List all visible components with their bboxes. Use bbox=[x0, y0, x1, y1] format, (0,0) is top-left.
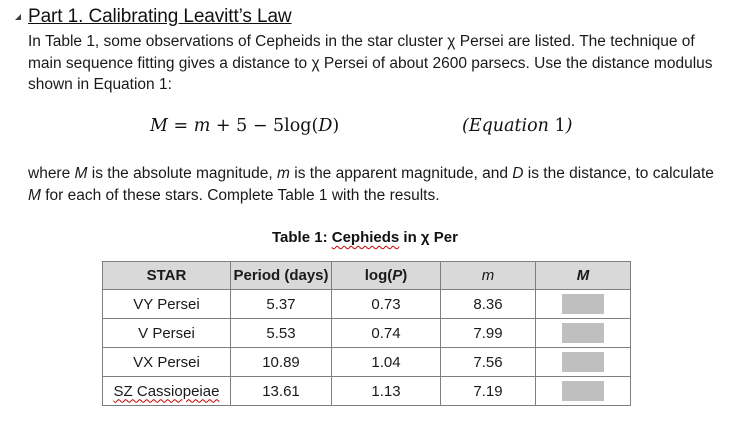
cell-apparent-mag: 7.56 bbox=[441, 348, 536, 377]
cell-star-misspelled[interactable]: SZ Cassiopeiae bbox=[113, 382, 220, 400]
section-heading: Part 1. Calibrating Leavitt’s Law bbox=[28, 6, 292, 27]
table-row bbox=[103, 348, 631, 377]
expl-text-1: where bbox=[28, 165, 75, 182]
cell-absolute-mag[interactable] bbox=[536, 377, 631, 406]
cell-absolute-mag[interactable] bbox=[536, 290, 631, 319]
cell-absolute-mag[interactable] bbox=[536, 319, 631, 348]
intro-paragraph: In Table 1, some observations of Cepheids in the star cluster χ Persei are listed. The technique of main sequence fitting gives a distance to χ Persei of about 2600 parsecs. Use the distance modulus shown in Equation 1: bbox=[28, 33, 713, 93]
answer-blank[interactable] bbox=[562, 323, 604, 343]
eq-equals: = bbox=[167, 116, 194, 136]
cell-absolute-mag[interactable] bbox=[536, 348, 631, 377]
cell-star: VX Persei bbox=[103, 348, 231, 377]
expl-M2: M bbox=[28, 186, 41, 204]
header-logp-prefix: log( bbox=[364, 267, 393, 284]
expl-text-5: for each of these stars. Complete Table 1 with the results. bbox=[40, 186, 440, 204]
cell-logp: 1.04 bbox=[332, 348, 441, 377]
expl-m: m bbox=[277, 165, 290, 182]
cell-period: 5.53 bbox=[231, 319, 332, 348]
eq-close: ) bbox=[332, 116, 340, 136]
cell-star bbox=[103, 377, 231, 406]
header-star: STAR bbox=[103, 262, 231, 290]
header-apparent-mag: m bbox=[441, 262, 536, 290]
eq-label-close: ) bbox=[565, 116, 573, 136]
expl-text-3: is the apparent magnitude, and bbox=[289, 165, 513, 182]
cell-logp: 0.73 bbox=[332, 290, 441, 319]
cell-star: VY Persei bbox=[103, 290, 231, 319]
caption-misspelled-word[interactable]: Cephieds bbox=[331, 229, 400, 246]
table-row bbox=[103, 290, 631, 319]
eq-plus-five: + 5 − 5log( bbox=[210, 116, 319, 136]
cell-apparent-mag: 7.19 bbox=[441, 377, 536, 406]
eq-label-open: (Equation bbox=[462, 116, 555, 136]
explanation-paragraph bbox=[28, 163, 728, 206]
collapse-triangle-icon[interactable] bbox=[14, 8, 22, 26]
caption-suffix: in χ Per bbox=[399, 229, 458, 246]
header-logp-suffix: ) bbox=[402, 267, 408, 284]
header-absolute-mag: M bbox=[536, 262, 631, 290]
table-row bbox=[103, 319, 631, 348]
answer-blank[interactable] bbox=[562, 352, 604, 372]
answer-blank[interactable] bbox=[562, 294, 604, 314]
expl-text-2: is the absolute magnitude, bbox=[87, 165, 278, 182]
eq-D: D bbox=[318, 116, 333, 136]
eq-label-num: 1 bbox=[554, 116, 566, 136]
cell-apparent-mag: 8.36 bbox=[441, 290, 536, 319]
cell-period: 13.61 bbox=[231, 377, 332, 406]
eq-m: m bbox=[193, 116, 211, 136]
equation-label bbox=[462, 116, 572, 136]
section-heading-row bbox=[14, 6, 292, 28]
cell-period: 10.89 bbox=[231, 348, 332, 377]
table-row bbox=[103, 377, 631, 406]
cell-star: V Persei bbox=[103, 319, 231, 348]
eq-M: M bbox=[150, 116, 168, 136]
cell-logp: 1.13 bbox=[332, 377, 441, 406]
expl-M: M bbox=[74, 165, 88, 182]
expl-D: D bbox=[512, 165, 524, 182]
distance-modulus-equation bbox=[150, 116, 339, 136]
caption-prefix: Table 1: bbox=[272, 229, 332, 246]
cell-apparent-mag: 7.99 bbox=[441, 319, 536, 348]
header-period: Period (days) bbox=[231, 262, 332, 290]
table-header-row bbox=[103, 262, 631, 290]
header-logp-var: P bbox=[392, 267, 403, 284]
cepheid-table bbox=[102, 261, 631, 406]
expl-text-4: is the distance, to calculate bbox=[523, 165, 714, 182]
answer-blank[interactable] bbox=[562, 381, 604, 401]
header-logp bbox=[332, 262, 441, 290]
cell-period: 5.37 bbox=[231, 290, 332, 319]
cell-logp: 0.74 bbox=[332, 319, 441, 348]
table-caption bbox=[272, 229, 458, 246]
